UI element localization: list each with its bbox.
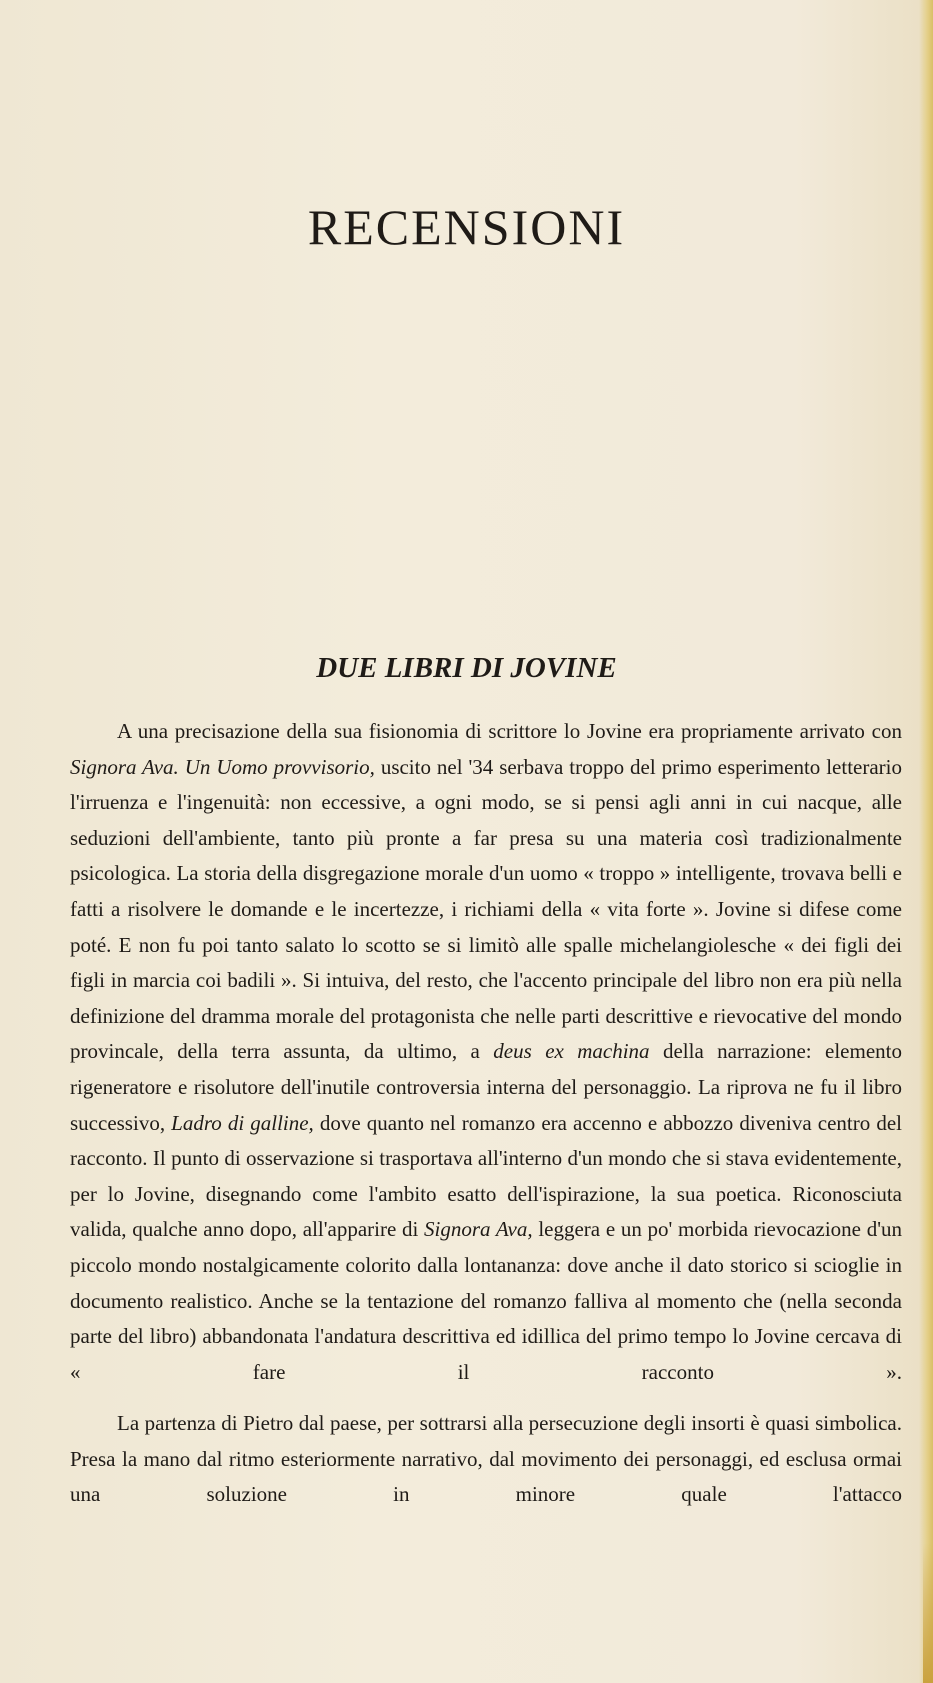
italic-title-run: deus ex machina: [493, 1039, 650, 1064]
article-body: [70, 714, 902, 1513]
italic-title-run: Ladro di galline,: [171, 1110, 314, 1135]
italic-title-run: Un Uomo provvisorio,: [184, 754, 375, 779]
paragraph-2: [70, 1406, 902, 1513]
italic-title-run: Signora Ava,: [424, 1217, 533, 1242]
text-run: A una precisazione della sua fisionomia di scrittore lo Jovine era propriamente arrivato con: [117, 719, 902, 743]
article-title: DUE LIBRI DI JOVINE: [316, 652, 617, 684]
paragraph-1: [70, 714, 902, 1390]
text-run: uscito nel '34 serbava troppo del primo esperimento letterario l'irruenza e l'ingenuità: non eccessive, a ogni modo, se si pensi agli anni in cui nacque, alle seduzioni dell'ambiente, tanto più pronte a far presa su una materia così tradizionalmente psicologica. La storia della disgregazione morale d'un uomo « troppo » intelligente, trovava belli e fatti a risolvere le domande e le incertezze, i richiami della « vita forte ». Jovine si difese come poté. E non fu poi tanto salato lo scotto se si limitò alle spalle michelangiolesche « dei figli dei figli in marcia coi badili ». Si intuiva, del resto, che l'accento principale del libro non era più nella definizione del dramma morale del protagonista che nelle parti descrittive e rievocative del mondo provincale, della terra assunta, da ultimo, a: [70, 754, 903, 1064]
italic-title-run: Signora Ava.: [70, 754, 179, 779]
text-run: La partenza di Pietro dal paese, per sottrarsi alla persecuzione degli insorti è quasi simbolica. Presa la mano dal ritmo esteriormente narrativo, dal movimento dei personaggi, ed esclusa ormai una soluzione in minore quale l'attacco: [70, 1411, 902, 1507]
text-run: dove quanto nel romanzo era accenno e abbozzo diveniva centro del racconto. Il punto di osservazione si trasportava all'interno d'un mondo che si stava evidentemente, per lo Jovine, disegnando come l'ambito esatto dell'ispirazione, la sua poetica. Riconosciuta valida, qualche anno dopo, all'apparire di: [70, 1110, 902, 1242]
section-heading: RECENSIONI: [307, 199, 626, 255]
text-run: della narrazione: elemento rigeneratore e risolutore dell'inutile controversia interna del personaggio. La riprova ne fu il libro successivo,: [70, 1039, 902, 1135]
text-run: leggera e un po' morbida rievocazione d'un piccolo mondo nostalgicamente colorito dalla lontananza: dove anche il dato storico si scioglie in documento realistico. Anche se la tentazione del romanzo falliva al momento che (nella seconda parte del libro) abbandonata l'andatura descrittiva ed idillica del primo tempo lo Jovine cercava di « fare il racconto ».: [70, 1217, 902, 1384]
page-corner-stain: [923, 1543, 933, 1683]
